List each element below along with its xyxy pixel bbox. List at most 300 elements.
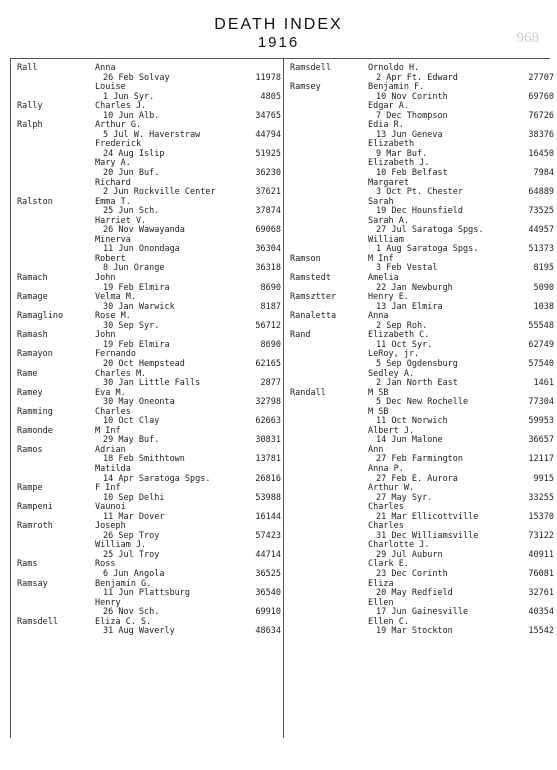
- entry-certificate-number: 4805: [260, 91, 281, 102]
- index-entry: [286, 465, 556, 484]
- entry-month: Dec: [391, 530, 407, 541]
- index-entry: [13, 236, 283, 255]
- entry-place: Waverly: [138, 626, 175, 637]
- entry-month: Sep: [386, 358, 402, 369]
- index-entry: [13, 465, 283, 484]
- index-entry: [13, 522, 283, 541]
- entry-given-name: M SB: [368, 387, 389, 398]
- entry-month: Mar: [386, 148, 402, 159]
- entry-surname: Ramash: [17, 330, 48, 341]
- entry-certificate-number: 59953: [528, 416, 554, 427]
- entry-certificate-number: 77304: [528, 397, 554, 408]
- entry-month: Jul: [391, 225, 407, 236]
- entry-surname: Rams: [17, 559, 38, 570]
- index-entry: [13, 350, 283, 369]
- entry-month: Nov: [118, 607, 134, 618]
- entry-given-name: Margaret: [368, 177, 409, 188]
- entry-place: Rockville Center: [133, 187, 216, 198]
- index-entry: [286, 503, 556, 522]
- entry-month: Sep: [118, 320, 134, 331]
- entry-month: Dec: [386, 397, 402, 408]
- entry-place: Buf.: [138, 435, 160, 446]
- entry-given-name: F Inf: [95, 483, 121, 494]
- entry-certificate-number: 73525: [528, 206, 554, 217]
- entry-certificate-number: 9915: [533, 473, 554, 484]
- entry-given-name: Elizabeth J.: [368, 158, 430, 169]
- entry-place: Norwich: [411, 416, 448, 427]
- entry-surname: Ramsdell: [290, 63, 331, 73]
- entry-month: Oct: [391, 339, 407, 350]
- entry-place: Corinth: [411, 91, 448, 102]
- entry-given-name: Ellen: [368, 597, 394, 608]
- entry-surname: Ramos: [17, 444, 43, 455]
- entry-month: Oct: [386, 187, 402, 198]
- entry-certificate-number: 32761: [528, 588, 554, 599]
- entry-month: Aug: [118, 626, 134, 637]
- index-entry: [13, 121, 283, 140]
- entry-place: Buf.: [406, 148, 428, 159]
- entry-day: 11: [376, 339, 387, 350]
- entry-certificate-number: 13781: [255, 454, 281, 465]
- entry-place: Elmira: [138, 282, 170, 293]
- entry-given-name: John: [95, 330, 116, 341]
- entry-certificate-number: 8187: [260, 301, 281, 312]
- entry-given-name: Charles: [95, 406, 131, 417]
- entry-certificate-number: 36540: [255, 588, 281, 599]
- entry-record: [376, 627, 453, 637]
- entry-given-name: Henry: [95, 597, 121, 608]
- entry-day: 27: [376, 225, 387, 236]
- entry-record: [376, 436, 443, 446]
- entry-certificate-number: 62749: [528, 339, 554, 350]
- index-entry: [286, 274, 556, 293]
- entry-month: Jul: [118, 549, 134, 560]
- entry-place: Troy: [138, 549, 160, 560]
- entry-month: Jun: [118, 168, 134, 179]
- entry-certificate-number: 40354: [528, 607, 554, 618]
- entry-given-name: Benjamin G.: [95, 578, 152, 589]
- entry-given-name: Sarah A.: [368, 215, 409, 226]
- entry-certificate-number: 36230: [255, 168, 281, 179]
- entry-day: 2: [376, 72, 382, 83]
- entry-certificate-number: 36304: [255, 244, 281, 255]
- entry-place: Saratoga Spgs.: [411, 225, 484, 236]
- entry-certificate-number: 15542: [528, 626, 554, 637]
- entry-day: 10: [103, 110, 114, 121]
- index-entry: [13, 503, 283, 522]
- entry-given-name: Charles J.: [95, 101, 147, 112]
- index-entry: [13, 312, 283, 331]
- index-entry: [13, 140, 283, 159]
- entry-day: 5: [376, 397, 382, 408]
- entry-surname: Ranaletta: [290, 311, 337, 322]
- entry-day: 30: [103, 397, 114, 408]
- entry-month: Aug: [118, 148, 134, 159]
- index-entry: [286, 350, 556, 369]
- entry-surname: Rally: [17, 101, 43, 112]
- index-entry: [13, 83, 283, 102]
- entry-certificate-number: 1461: [533, 378, 554, 389]
- entry-certificate-number: 37621: [255, 187, 281, 198]
- entry-surname: Ramage: [17, 292, 48, 303]
- entry-day: 2: [103, 187, 109, 198]
- entry-certificate-number: 36525: [255, 568, 281, 579]
- entry-month: Jan: [391, 301, 407, 312]
- entry-certificate-number: 37874: [255, 206, 281, 217]
- entry-place: Hounsfield: [411, 206, 464, 217]
- entry-month: Jun: [113, 263, 129, 274]
- entry-place: Syr.: [411, 339, 433, 350]
- index-entry: [286, 580, 556, 599]
- entry-place: Elmira: [138, 339, 170, 350]
- entry-given-name: Arthur W.: [368, 483, 415, 494]
- entry-day: 8: [103, 263, 109, 274]
- entry-certificate-number: 51925: [255, 148, 281, 159]
- entry-day: 10: [376, 91, 387, 102]
- entry-certificate-number: 44794: [255, 129, 281, 140]
- entry-place: Smithtown: [138, 454, 185, 465]
- entry-month: Jan: [118, 378, 134, 389]
- entry-month: Jun: [113, 187, 129, 198]
- entry-month: Nov: [118, 225, 134, 236]
- entry-month: Jan: [391, 282, 407, 293]
- entry-certificate-number: 69760: [528, 91, 554, 102]
- index-entry: [286, 408, 556, 427]
- entry-month: Oct: [118, 416, 134, 427]
- entry-day: 3: [376, 263, 382, 274]
- entry-day: 18: [103, 454, 114, 465]
- entry-given-name: Harriet V.: [95, 215, 147, 226]
- entry-given-name: Matilda: [95, 463, 131, 474]
- entry-day: 14: [103, 473, 114, 484]
- entry-certificate-number: 1038: [533, 301, 554, 312]
- entry-month: Jun: [118, 110, 134, 121]
- entry-day: 19: [376, 206, 387, 217]
- column-divider: [283, 58, 284, 738]
- entry-given-name: Richard: [95, 177, 131, 188]
- entry-certificate-number: 33255: [528, 492, 554, 503]
- entry-given-name: M Inf: [368, 253, 394, 264]
- entry-given-name: Charles: [368, 502, 404, 513]
- entry-certificate-number: 8690: [260, 282, 281, 293]
- entry-certificate-number: 8690: [260, 339, 281, 350]
- entry-certificate-number: 32798: [255, 397, 281, 408]
- entry-day: 13: [376, 129, 387, 140]
- entry-place: Newburgh: [411, 282, 453, 293]
- index-entry: [13, 484, 283, 503]
- entry-given-name: M SB: [368, 406, 389, 417]
- entry-month: May: [391, 588, 407, 599]
- entry-month: Nov: [391, 91, 407, 102]
- entry-month: Apr: [118, 473, 134, 484]
- entry-certificate-number: 73122: [528, 530, 554, 541]
- entry-month: Feb: [118, 339, 134, 350]
- page-title: DEATH INDEX: [214, 16, 343, 33]
- index-entry: [13, 370, 283, 389]
- entry-certificate-number: 64889: [528, 187, 554, 198]
- entry-day: 31: [376, 530, 387, 541]
- index-entry: [13, 560, 283, 579]
- index-entry: [13, 198, 283, 217]
- entry-month: Jul: [113, 129, 129, 140]
- entry-surname: Ramayon: [17, 349, 53, 360]
- entry-certificate-number: 2877: [260, 378, 281, 389]
- entry-month: Jun: [391, 129, 407, 140]
- entry-day: 5: [376, 358, 382, 369]
- entry-place: Thompson: [406, 110, 448, 121]
- entry-certificate-number: 57423: [255, 530, 281, 541]
- entry-place: Corinth: [411, 568, 448, 579]
- entry-certificate-number: 15370: [528, 511, 554, 522]
- entry-record: [103, 627, 175, 637]
- entry-given-name: Anna: [368, 311, 389, 322]
- index-entry: [13, 541, 283, 560]
- entry-place: Sch.: [138, 206, 160, 217]
- entry-given-name: LeRoy, jr.: [368, 349, 420, 360]
- entry-certificate-number: 26816: [255, 473, 281, 484]
- index-entry: [286, 541, 556, 560]
- entry-surname: Ralph: [17, 120, 43, 131]
- entry-day: 27: [376, 454, 387, 465]
- entry-day: 20: [103, 168, 114, 179]
- entry-surname: Ramsztter: [290, 292, 337, 303]
- entry-place: Belfast: [411, 168, 448, 179]
- entry-given-name: Adrian: [95, 444, 126, 455]
- entry-given-name: Louise: [95, 82, 126, 93]
- entry-place: Stockton: [411, 626, 453, 637]
- entry-month: Sep: [118, 492, 134, 503]
- entry-place: Saratoga Spgs.: [138, 473, 211, 484]
- index-entry: [286, 64, 556, 83]
- entry-place: E. Aurora: [411, 473, 458, 484]
- entry-month: Sep: [118, 530, 134, 541]
- index-entry: [286, 618, 556, 637]
- entry-place: Oneonta: [138, 397, 175, 408]
- index-entry: [13, 580, 283, 599]
- entry-place: Sch.: [138, 607, 160, 618]
- entry-day: 10: [103, 416, 114, 427]
- entry-month: Jul: [391, 549, 407, 560]
- entry-certificate-number: 76726: [528, 110, 554, 121]
- entry-certificate-number: 57540: [528, 358, 554, 369]
- entry-day: 22: [376, 282, 387, 293]
- entry-month: Jan: [386, 378, 402, 389]
- entry-place: Wawayanda: [138, 225, 185, 236]
- entry-given-name: Charles: [368, 521, 404, 532]
- entry-certificate-number: 62165: [255, 358, 281, 369]
- entry-place: Williamsville: [411, 530, 479, 541]
- entry-given-name: Emma T.: [95, 196, 131, 207]
- entry-month: Feb: [391, 473, 407, 484]
- entry-given-name: Benjamin F.: [368, 82, 425, 93]
- entry-given-name: Ann: [368, 444, 384, 455]
- entry-month: Dec: [386, 110, 402, 121]
- entry-place: Vestal: [406, 263, 438, 274]
- entry-surname: Rand: [290, 330, 311, 341]
- entry-day: 26: [103, 607, 114, 618]
- entry-place: Plattsburg: [138, 588, 191, 599]
- entry-certificate-number: 53988: [255, 492, 281, 503]
- entry-given-name: William J.: [95, 540, 147, 551]
- entry-day: 6: [103, 568, 109, 579]
- entry-place: Ellicottville: [411, 511, 479, 522]
- entry-certificate-number: 36657: [528, 435, 554, 446]
- entry-day: 13: [376, 301, 387, 312]
- left-column-rule: [10, 58, 11, 738]
- entry-day: 26: [103, 530, 114, 541]
- entry-day: 29: [103, 435, 114, 446]
- entry-day: 29: [376, 549, 387, 560]
- entry-place: Troy: [138, 530, 160, 541]
- entry-month: Jun: [391, 435, 407, 446]
- index-entry: [13, 331, 283, 350]
- entry-month: Dec: [391, 206, 407, 217]
- entry-day: 24: [103, 148, 114, 159]
- entry-given-name: Vaunoi: [95, 502, 126, 513]
- entry-given-name: Sarah: [368, 196, 394, 207]
- entry-day: 11: [103, 588, 114, 599]
- entry-place: Pt. Chester: [406, 187, 464, 198]
- entry-day: 26: [103, 72, 114, 83]
- entry-surname: Ramstedt: [290, 273, 331, 284]
- entry-place: Syr.: [411, 492, 433, 503]
- entry-month: Mar: [391, 511, 407, 522]
- entry-day: 31: [103, 626, 114, 637]
- entry-month: Jan: [118, 301, 134, 312]
- entry-surname: Randall: [290, 387, 326, 398]
- index-entry: [286, 560, 556, 579]
- entry-month: Sep: [386, 320, 402, 331]
- entry-surname: Rampe: [17, 483, 43, 494]
- index-entry: [13, 102, 283, 121]
- entry-place: Auburn: [411, 549, 443, 560]
- entry-day: 7: [376, 110, 382, 121]
- entry-month: Jun: [118, 588, 134, 599]
- entry-certificate-number: 76081: [528, 568, 554, 579]
- entry-surname: Ramonde: [17, 425, 53, 436]
- index-entry: [286, 140, 556, 159]
- entry-month: Jun: [113, 91, 129, 102]
- entry-given-name: Edgar A.: [368, 101, 409, 112]
- entry-certificate-number: 44714: [255, 549, 281, 560]
- entry-given-name: Amelia: [368, 273, 399, 284]
- entry-certificate-number: 36318: [255, 263, 281, 274]
- index-entry: [286, 389, 556, 408]
- index-entry: [286, 312, 556, 331]
- entry-month: Oct: [391, 416, 407, 427]
- entry-surname: Ramsdell: [17, 616, 58, 627]
- entry-surname: Rame: [17, 368, 38, 379]
- entry-day: 20: [376, 588, 387, 599]
- entry-surname: Ramroth: [17, 521, 53, 532]
- entry-day: 30: [103, 301, 114, 312]
- index-entry: [13, 599, 283, 618]
- entry-month: Jun: [113, 568, 129, 579]
- entry-month: Feb: [391, 454, 407, 465]
- entry-surname: Rall: [17, 63, 38, 73]
- entry-given-name: Anna P.: [368, 463, 404, 474]
- entry-month: Jun: [118, 244, 134, 255]
- index-entry: [13, 618, 283, 637]
- entry-certificate-number: 69068: [255, 225, 281, 236]
- entry-month: Mar: [118, 511, 134, 522]
- entry-certificate-number: 56712: [255, 320, 281, 331]
- entry-day: 10: [376, 168, 387, 179]
- entry-certificate-number: 40911: [528, 549, 554, 560]
- entry-given-name: John: [95, 273, 116, 284]
- entry-day: 25: [103, 549, 114, 560]
- entry-place: Geneva: [411, 129, 443, 140]
- entry-given-name: Fernando: [95, 349, 136, 360]
- entry-month: Dec: [391, 568, 407, 579]
- entry-month: Feb: [391, 168, 407, 179]
- index-entry: [13, 64, 283, 83]
- entry-day: 10: [103, 492, 114, 503]
- entry-day: 27: [376, 473, 387, 484]
- entry-surname: Ramaglino: [17, 311, 64, 322]
- entry-day: 17: [376, 607, 387, 618]
- index-entry: [286, 484, 556, 503]
- index-column-right: [286, 64, 556, 637]
- entry-given-name: Joseph: [95, 521, 126, 532]
- entry-place: Redfield: [411, 588, 453, 599]
- entry-place: Saratoga Spgs.: [406, 244, 479, 255]
- entry-surname: Rampeni: [17, 502, 53, 513]
- entry-place: W. Haverstraw: [133, 129, 201, 140]
- entry-given-name: Anna: [95, 63, 116, 73]
- entry-place: Warwick: [138, 301, 175, 312]
- index-entry: [13, 408, 283, 427]
- entry-place: Malone: [411, 435, 443, 446]
- index-entry: [286, 217, 556, 236]
- entry-place: Onondaga: [138, 244, 180, 255]
- entry-given-name: Ellen C.: [368, 616, 409, 627]
- entry-surname: Ralston: [17, 196, 53, 207]
- entry-month: Jun: [391, 607, 407, 618]
- entry-place: Syr.: [133, 91, 155, 102]
- index-entry: [13, 389, 283, 408]
- entry-month: Jun: [118, 206, 134, 217]
- entry-certificate-number: 34765: [255, 110, 281, 121]
- entry-certificate-number: 51373: [528, 244, 554, 255]
- entry-given-name: Robert: [95, 253, 126, 264]
- entry-place: Buf.: [138, 168, 160, 179]
- entry-place: New Rochelle: [406, 397, 469, 408]
- entry-month: Apr: [386, 72, 402, 83]
- entry-day: 5: [103, 129, 109, 140]
- entry-day: 21: [376, 511, 387, 522]
- entry-day: 11: [103, 244, 114, 255]
- entry-day: 19: [103, 282, 114, 293]
- entry-given-name: Frederick: [95, 139, 142, 150]
- index-entry: [286, 102, 556, 121]
- entry-day: 3: [376, 187, 382, 198]
- index-entry: [286, 236, 556, 255]
- entry-month: May: [391, 492, 407, 503]
- entry-place: Syr.: [138, 320, 160, 331]
- entry-month: Mar: [391, 626, 407, 637]
- entry-given-name: Sedley A.: [368, 368, 415, 379]
- entry-place: Delhi: [138, 492, 165, 503]
- index-entry: [286, 370, 556, 389]
- entry-certificate-number: 44957: [528, 225, 554, 236]
- entry-surname: Ramey: [17, 387, 43, 398]
- entry-place: Ft. Edward: [406, 72, 458, 83]
- entry-place: Ogdensburg: [406, 358, 458, 369]
- entry-record: [376, 398, 468, 408]
- entry-place: Elmira: [411, 301, 443, 312]
- entry-day: 20: [103, 358, 114, 369]
